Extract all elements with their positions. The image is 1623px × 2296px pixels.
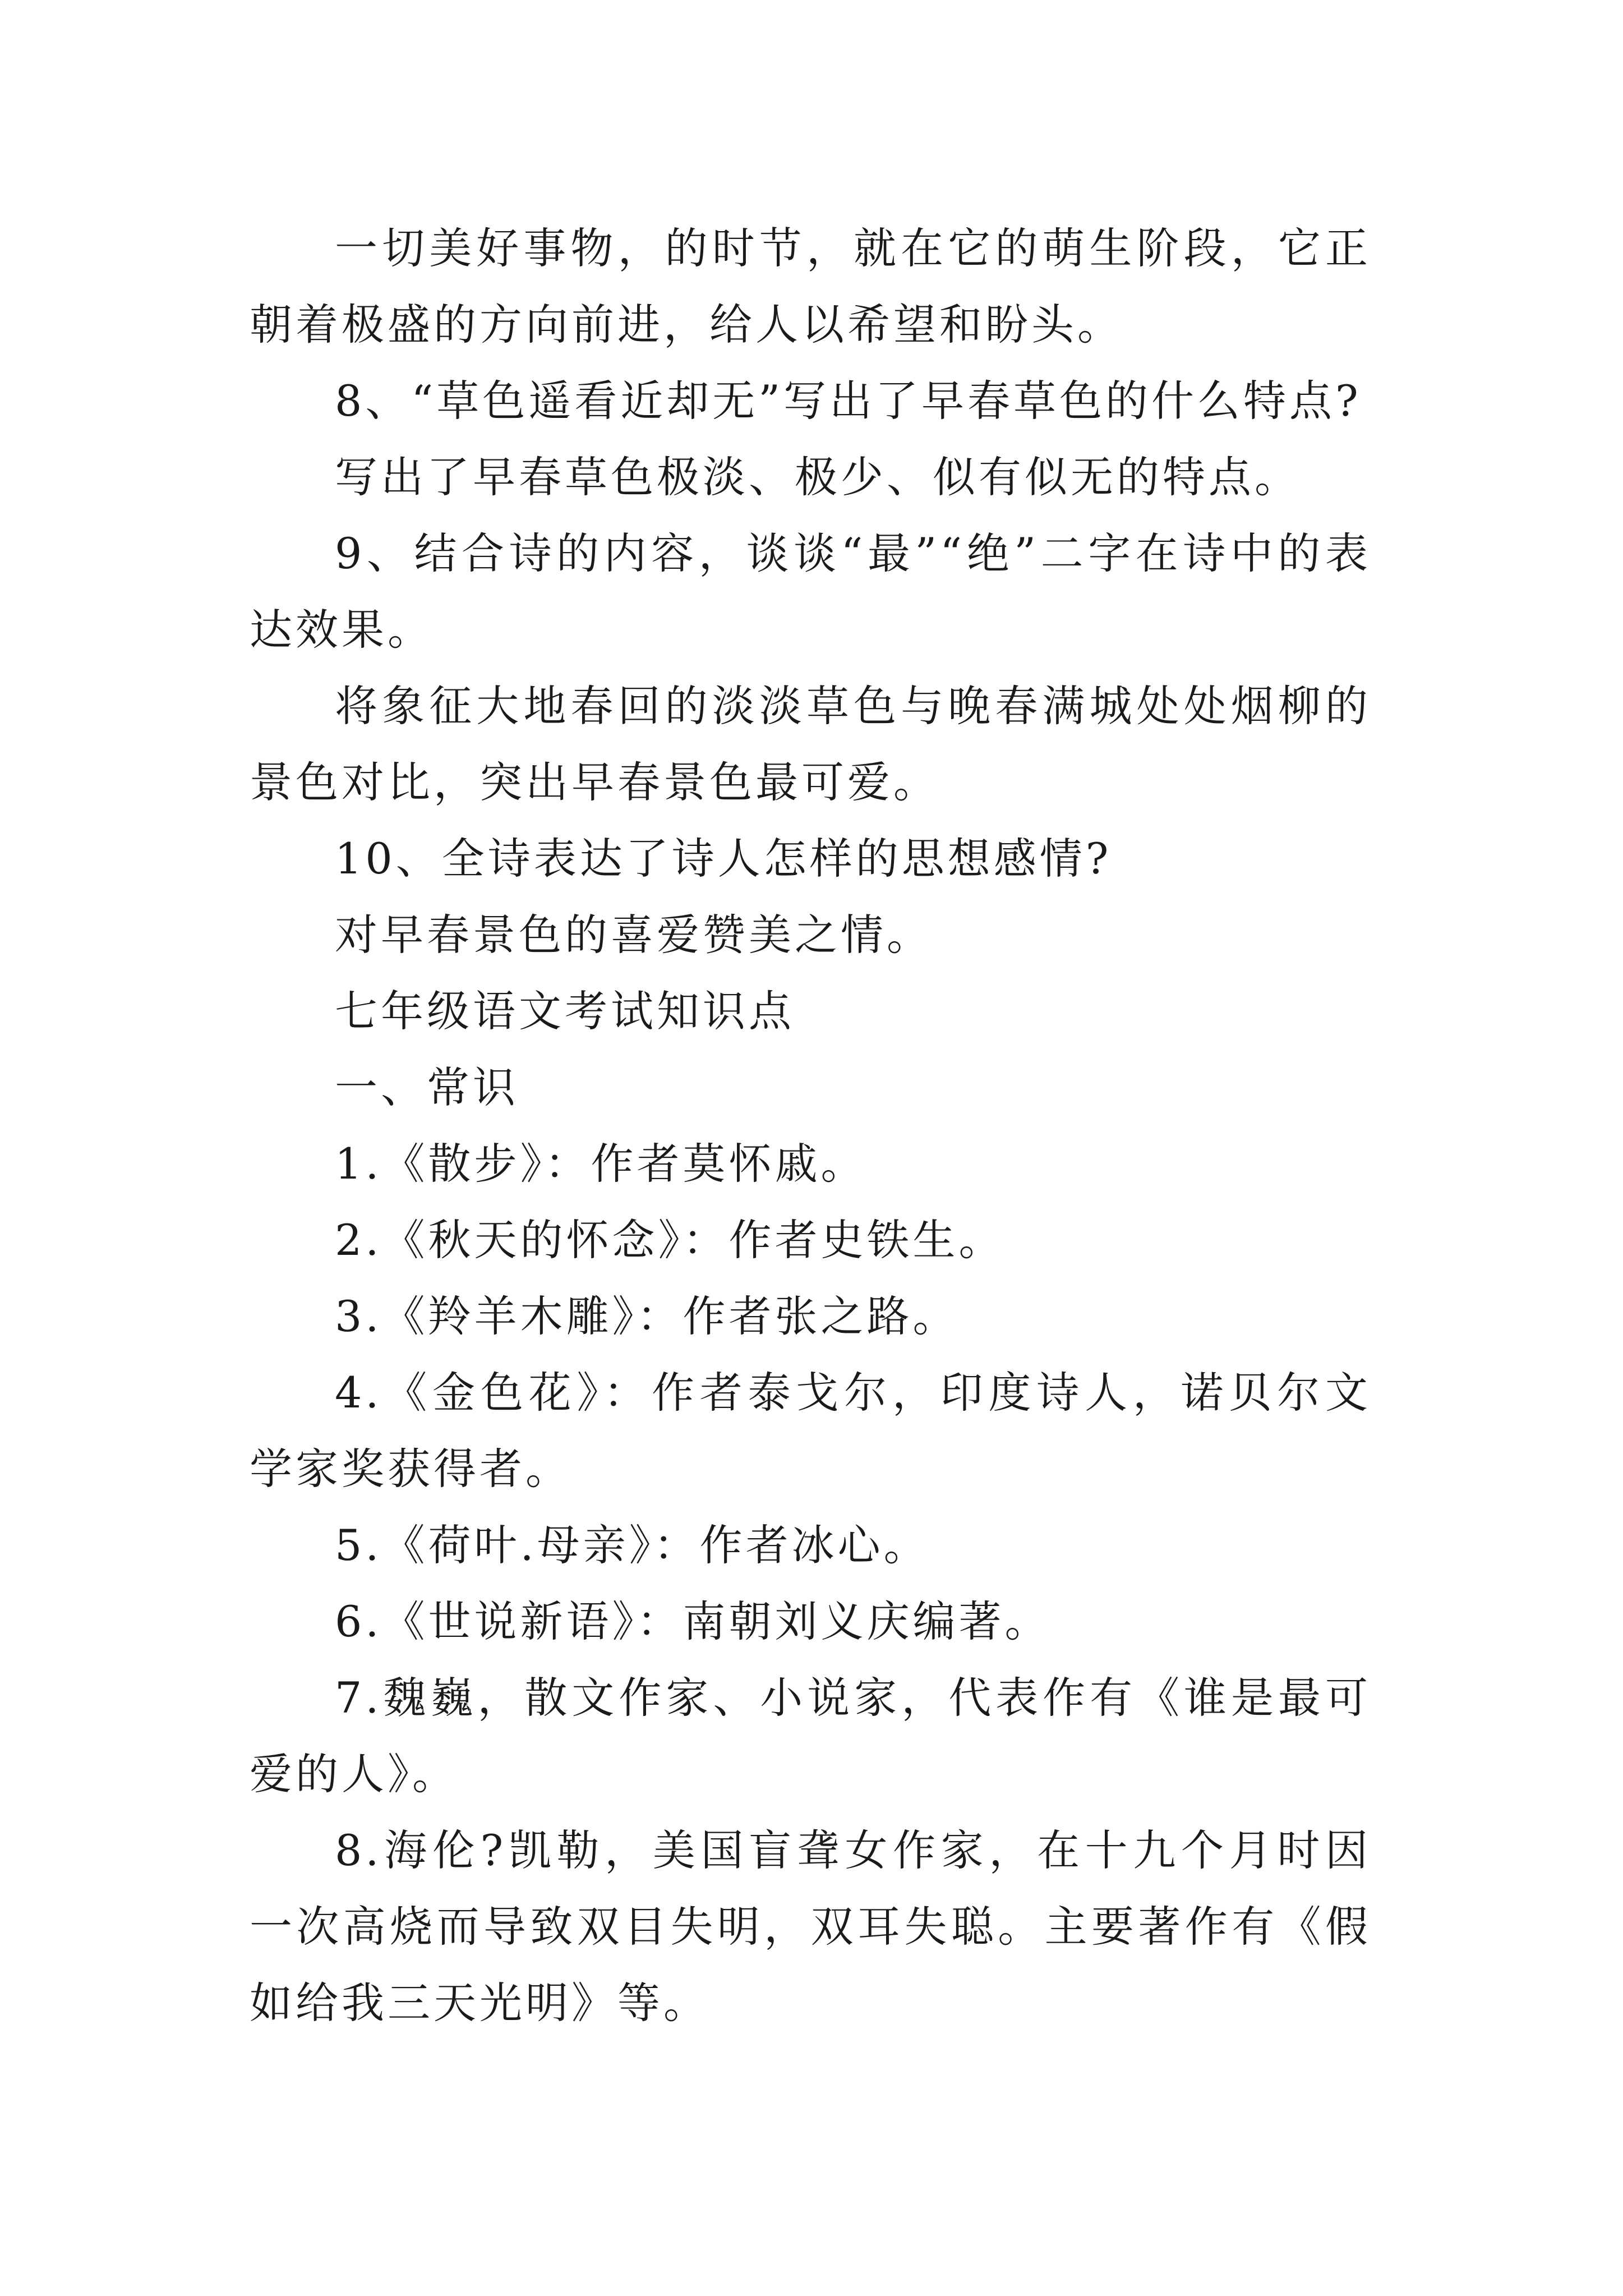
document-body (250, 210, 1371, 2041)
list-item: 2.《秋天的怀念》：作者史铁生。 (335, 1215, 1005, 1265)
question: 9、结合诗的内容，谈谈“最”“绝”二字在诗中的表达效果。 (250, 528, 1371, 655)
subsection-heading: 一、常识 (335, 1062, 519, 1112)
list-item: 8.海伦?凯勒，美国盲聋女作家，在十九个月时因一次高烧而导致双目失明，双耳失聪。主要著作有《假如给我三天光明》等。 (250, 1825, 1371, 2028)
list-item: 5.《荷叶.母亲》：作者冰心。 (335, 1520, 930, 1570)
list-item: 1.《散步》：作者莫怀戚。 (335, 1139, 867, 1189)
list-item: 4.《金色花》：作者泰戈尔，印度诗人，诺贝尔文学家奖获得者。 (250, 1368, 1371, 1494)
question: 10、全诗表达了诗人怎样的思想感情? (335, 834, 1112, 884)
answer: 将象征大地春回的淡淡草色与晚春满城处处烟柳的景色对比，突出早春景色最可爱。 (250, 681, 1371, 807)
answer: 写出了早春草色极淡、极少、似有似无的特点。 (335, 452, 1301, 502)
question: 8、“草色遥看近却无”写出了早春草色的什么特点? (335, 376, 1362, 426)
list-item: 7.魏巍，散文作家、小说家，代表作有《谁是最可爱的人》。 (250, 1673, 1371, 1799)
paragraph: 一切美好事物，的时节，就在它的萌生阶段，它正朝着极盛的方向前进，给人以希望和盼头。 (250, 223, 1371, 349)
list-item: 6.《世说新语》：南朝刘义庆编著。 (335, 1596, 1051, 1646)
section-heading: 七年级语文考试知识点 (335, 986, 795, 1036)
list-item: 3.《羚羊木雕》：作者张之路。 (335, 1291, 959, 1341)
answer: 对早春景色的喜爱赞美之情。 (335, 910, 933, 960)
